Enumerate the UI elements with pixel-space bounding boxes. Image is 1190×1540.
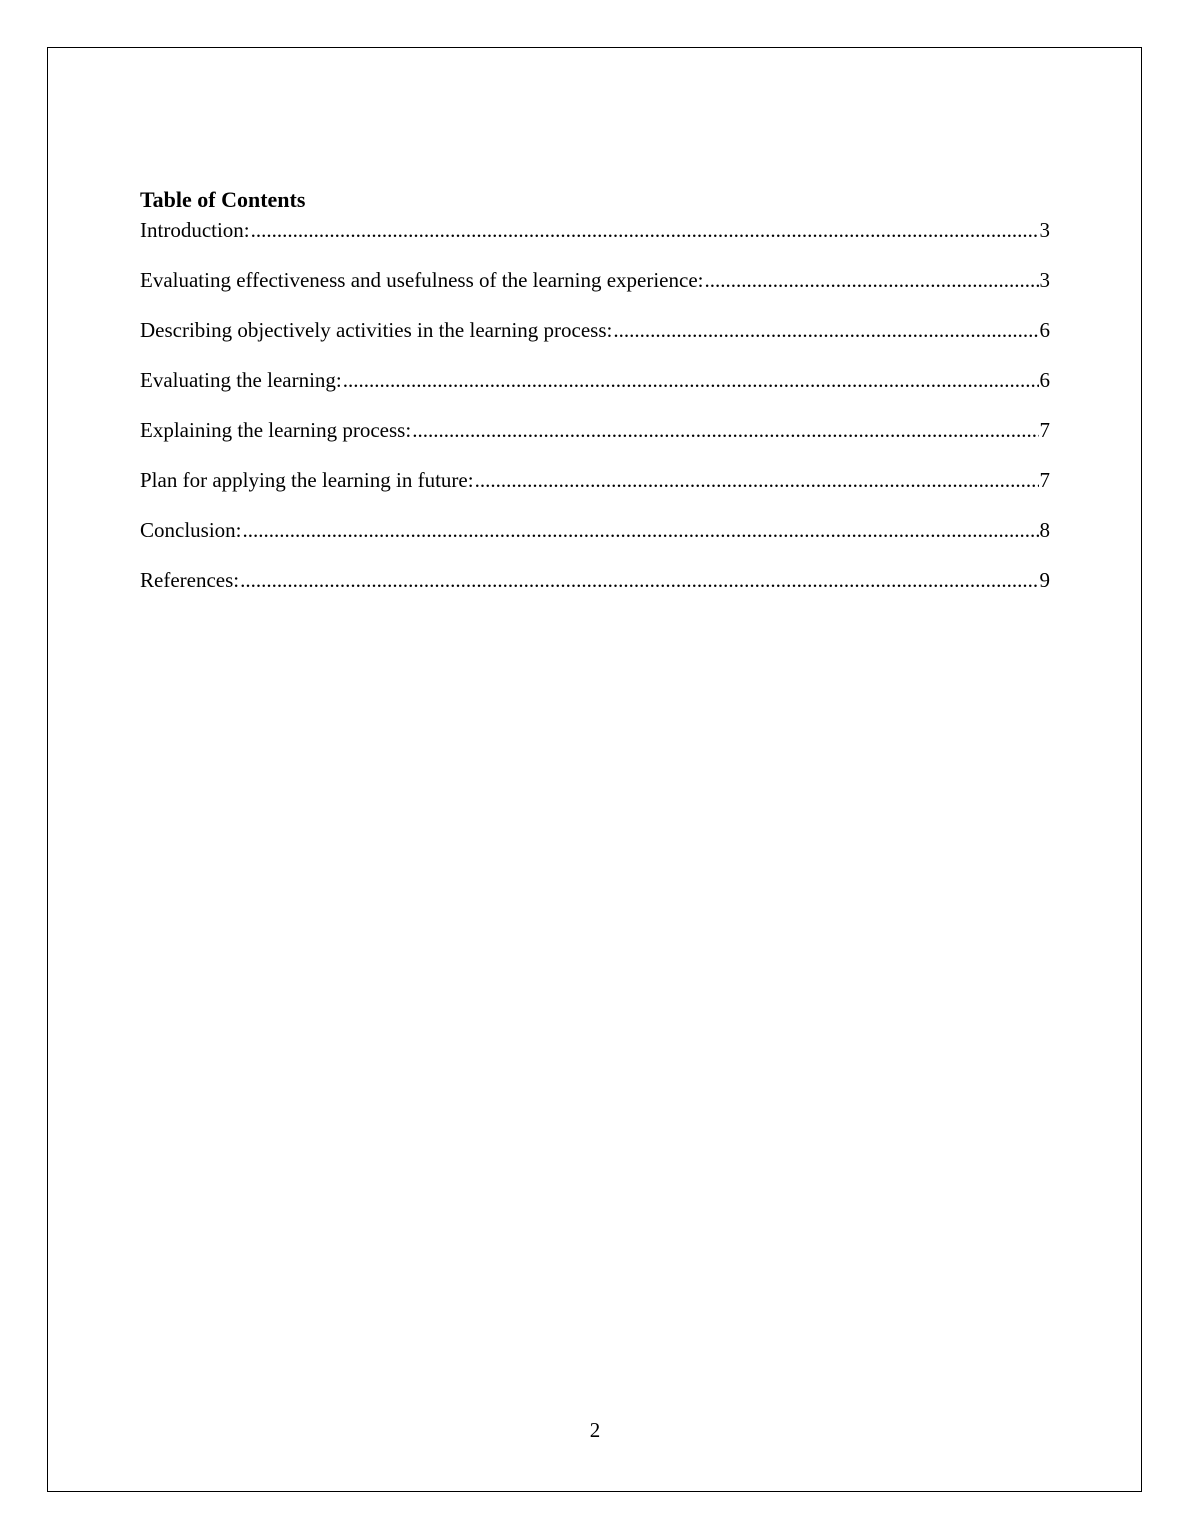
toc-entry-page: 6	[1039, 318, 1050, 342]
toc-entry-page: 9	[1039, 568, 1050, 592]
toc-dot-leader	[475, 468, 1039, 492]
toc-entry-page: 6	[1039, 368, 1050, 392]
toc-entry-page: 3	[1039, 218, 1050, 242]
toc-title: Table of Contents	[140, 187, 306, 212]
toc-dot-leader	[704, 268, 1038, 292]
toc-dot-leader	[412, 418, 1038, 442]
toc-entry-label: References:	[140, 568, 240, 592]
toc-dot-leader	[243, 518, 1039, 542]
toc-entry-label: Describing objectively activities in the learning process:	[140, 318, 613, 342]
toc-entry-label: Evaluating effectiveness and usefulness of the learning experience:	[140, 268, 704, 292]
toc-dot-leader	[343, 368, 1039, 392]
table-of-contents	[140, 186, 1050, 618]
toc-entry-page: 3	[1039, 268, 1050, 292]
toc-entry-label: Evaluating the learning:	[140, 368, 342, 392]
toc-entry-label: Conclusion:	[140, 518, 242, 542]
toc-entry-page: 7	[1039, 418, 1050, 442]
toc-dot-leader	[613, 318, 1038, 342]
page-number: 2	[589, 1418, 601, 1442]
toc-entry-label: Plan for applying the learning in future:	[140, 468, 474, 492]
toc-entry-evaluating-effectiveness[interactable]	[140, 268, 1050, 292]
toc-dot-leader	[251, 218, 1039, 242]
toc-dot-leader	[240, 568, 1038, 592]
toc-entry-conclusion[interactable]	[140, 518, 1050, 542]
toc-list	[140, 218, 1050, 592]
toc-entry-references[interactable]	[140, 568, 1050, 592]
toc-entry-label: Explaining the learning process:	[140, 418, 412, 442]
toc-entry-introduction[interactable]	[140, 218, 1050, 242]
toc-entry-plan-future[interactable]	[140, 468, 1050, 492]
toc-entry-label: Introduction:	[140, 218, 250, 242]
toc-entry-page: 7	[1039, 468, 1050, 492]
toc-entry-evaluating-learning[interactable]	[140, 368, 1050, 392]
toc-entry-page: 8	[1039, 518, 1050, 542]
toc-entry-describing-activities[interactable]	[140, 318, 1050, 342]
toc-entry-explaining-process[interactable]	[140, 418, 1050, 442]
